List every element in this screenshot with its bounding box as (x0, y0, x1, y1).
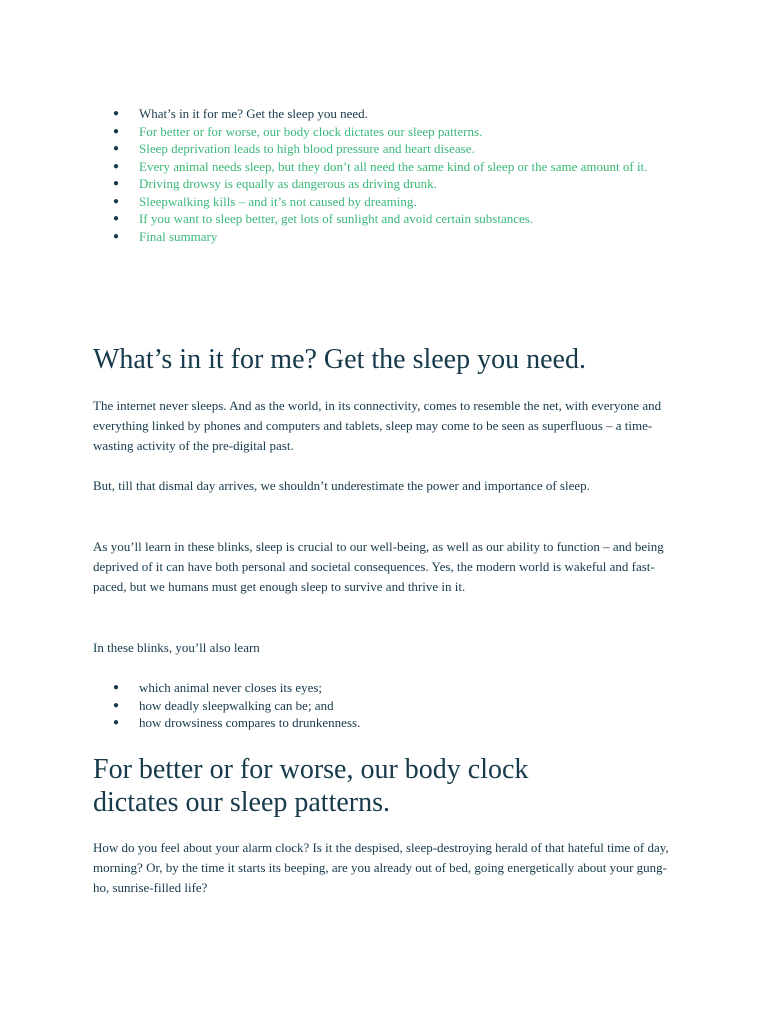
list-item: ● which animal never closes its eyes; (113, 680, 323, 695)
list-item: ● how deadly sleepwalking can be; and (113, 697, 334, 713)
section-1-heading-wrap (93, 343, 683, 376)
section-1-paragraph-2-wrap (93, 476, 683, 496)
body-paragraph: But, till that dismal day arrives, we shouldn’t underestimate the power and importance of sleep. (93, 478, 590, 493)
bullet-icon: ● (113, 682, 120, 693)
bullet-icon: ● (113, 178, 120, 189)
bullet-icon: ● (113, 143, 120, 154)
bullet-icon: ● (113, 195, 120, 207)
toc-item[interactable]: ● Sleep deprivation leads to high blood pressure and heart disease. (113, 141, 475, 156)
section-1-paragraph-4-wrap (93, 638, 683, 658)
section-1-paragraph-3-wrap (93, 537, 683, 597)
section-2-heading-wrap (93, 753, 613, 819)
bullet-icon: ● (113, 108, 120, 119)
toc-item[interactable]: ● Every animal needs sleep, but they don’t all need the same kind of sleep or the same amount of it. (113, 158, 648, 174)
body-paragraph: In these blinks, you’ll also learn (93, 640, 260, 655)
bullet-icon: ● (113, 213, 120, 224)
bullet-icon: ● (113, 717, 120, 728)
section-2-heading: For better or for worse, our body clock dictates our sleep patterns. (93, 754, 529, 818)
body-paragraph: How do you feel about your alarm clock? Is it the despised, sleep-destroying herald of that hateful time of day, morning? Or, by the time it starts its beeping, are you already out of bed, going energetically about your gung-ho, sunrise-filled life? (93, 840, 669, 895)
toc-item[interactable]: ● What’s in it for me? Get the sleep you need. (113, 106, 368, 121)
toc-item[interactable]: ● If you want to sleep better, get lots of sunlight and avoid certain substances. (113, 211, 534, 226)
toc-item[interactable]: ● Final summary (113, 228, 218, 244)
toc-item[interactable]: ● Driving drowsy is equally as dangerous as driving drunk. (113, 176, 437, 191)
bullet-icon: ● (113, 230, 120, 242)
body-paragraph: As you’ll learn in these blinks, sleep is crucial to our well-being, as well as our ability to function – and being deprived of it can have both personal and societal consequences. Yes, the modern world is wakeful and fast-paced, but we humans must get enough sleep to survive and thrive in it. (93, 539, 664, 594)
list-item: ● how drowsiness compares to drunkenness. (113, 715, 361, 730)
bullet-icon: ● (113, 125, 120, 137)
learn-list (93, 679, 729, 732)
bullet-icon: ● (113, 160, 120, 172)
section-1-paragraph-1-wrap (93, 396, 683, 456)
body-paragraph: The internet never sleeps. And as the world, in its connectivity, comes to resemble the net, with everyone and everything linked by phones and computers and tablets, sleep may come to be seen as superfluous – a time-wasting activity of the pre-digital past. (93, 398, 662, 453)
bullet-icon: ● (113, 699, 120, 711)
table-of-contents (93, 105, 729, 245)
toc-item[interactable]: ● For better or for worse, our body clock dictates our sleep patterns. (113, 123, 483, 139)
section-1-heading: What’s in it for me? Get the sleep you need. (93, 344, 586, 375)
section-2-paragraph-1-wrap (93, 838, 683, 898)
toc-item[interactable]: ● Sleepwalking kills – and it’s not caused by dreaming. (113, 193, 417, 209)
